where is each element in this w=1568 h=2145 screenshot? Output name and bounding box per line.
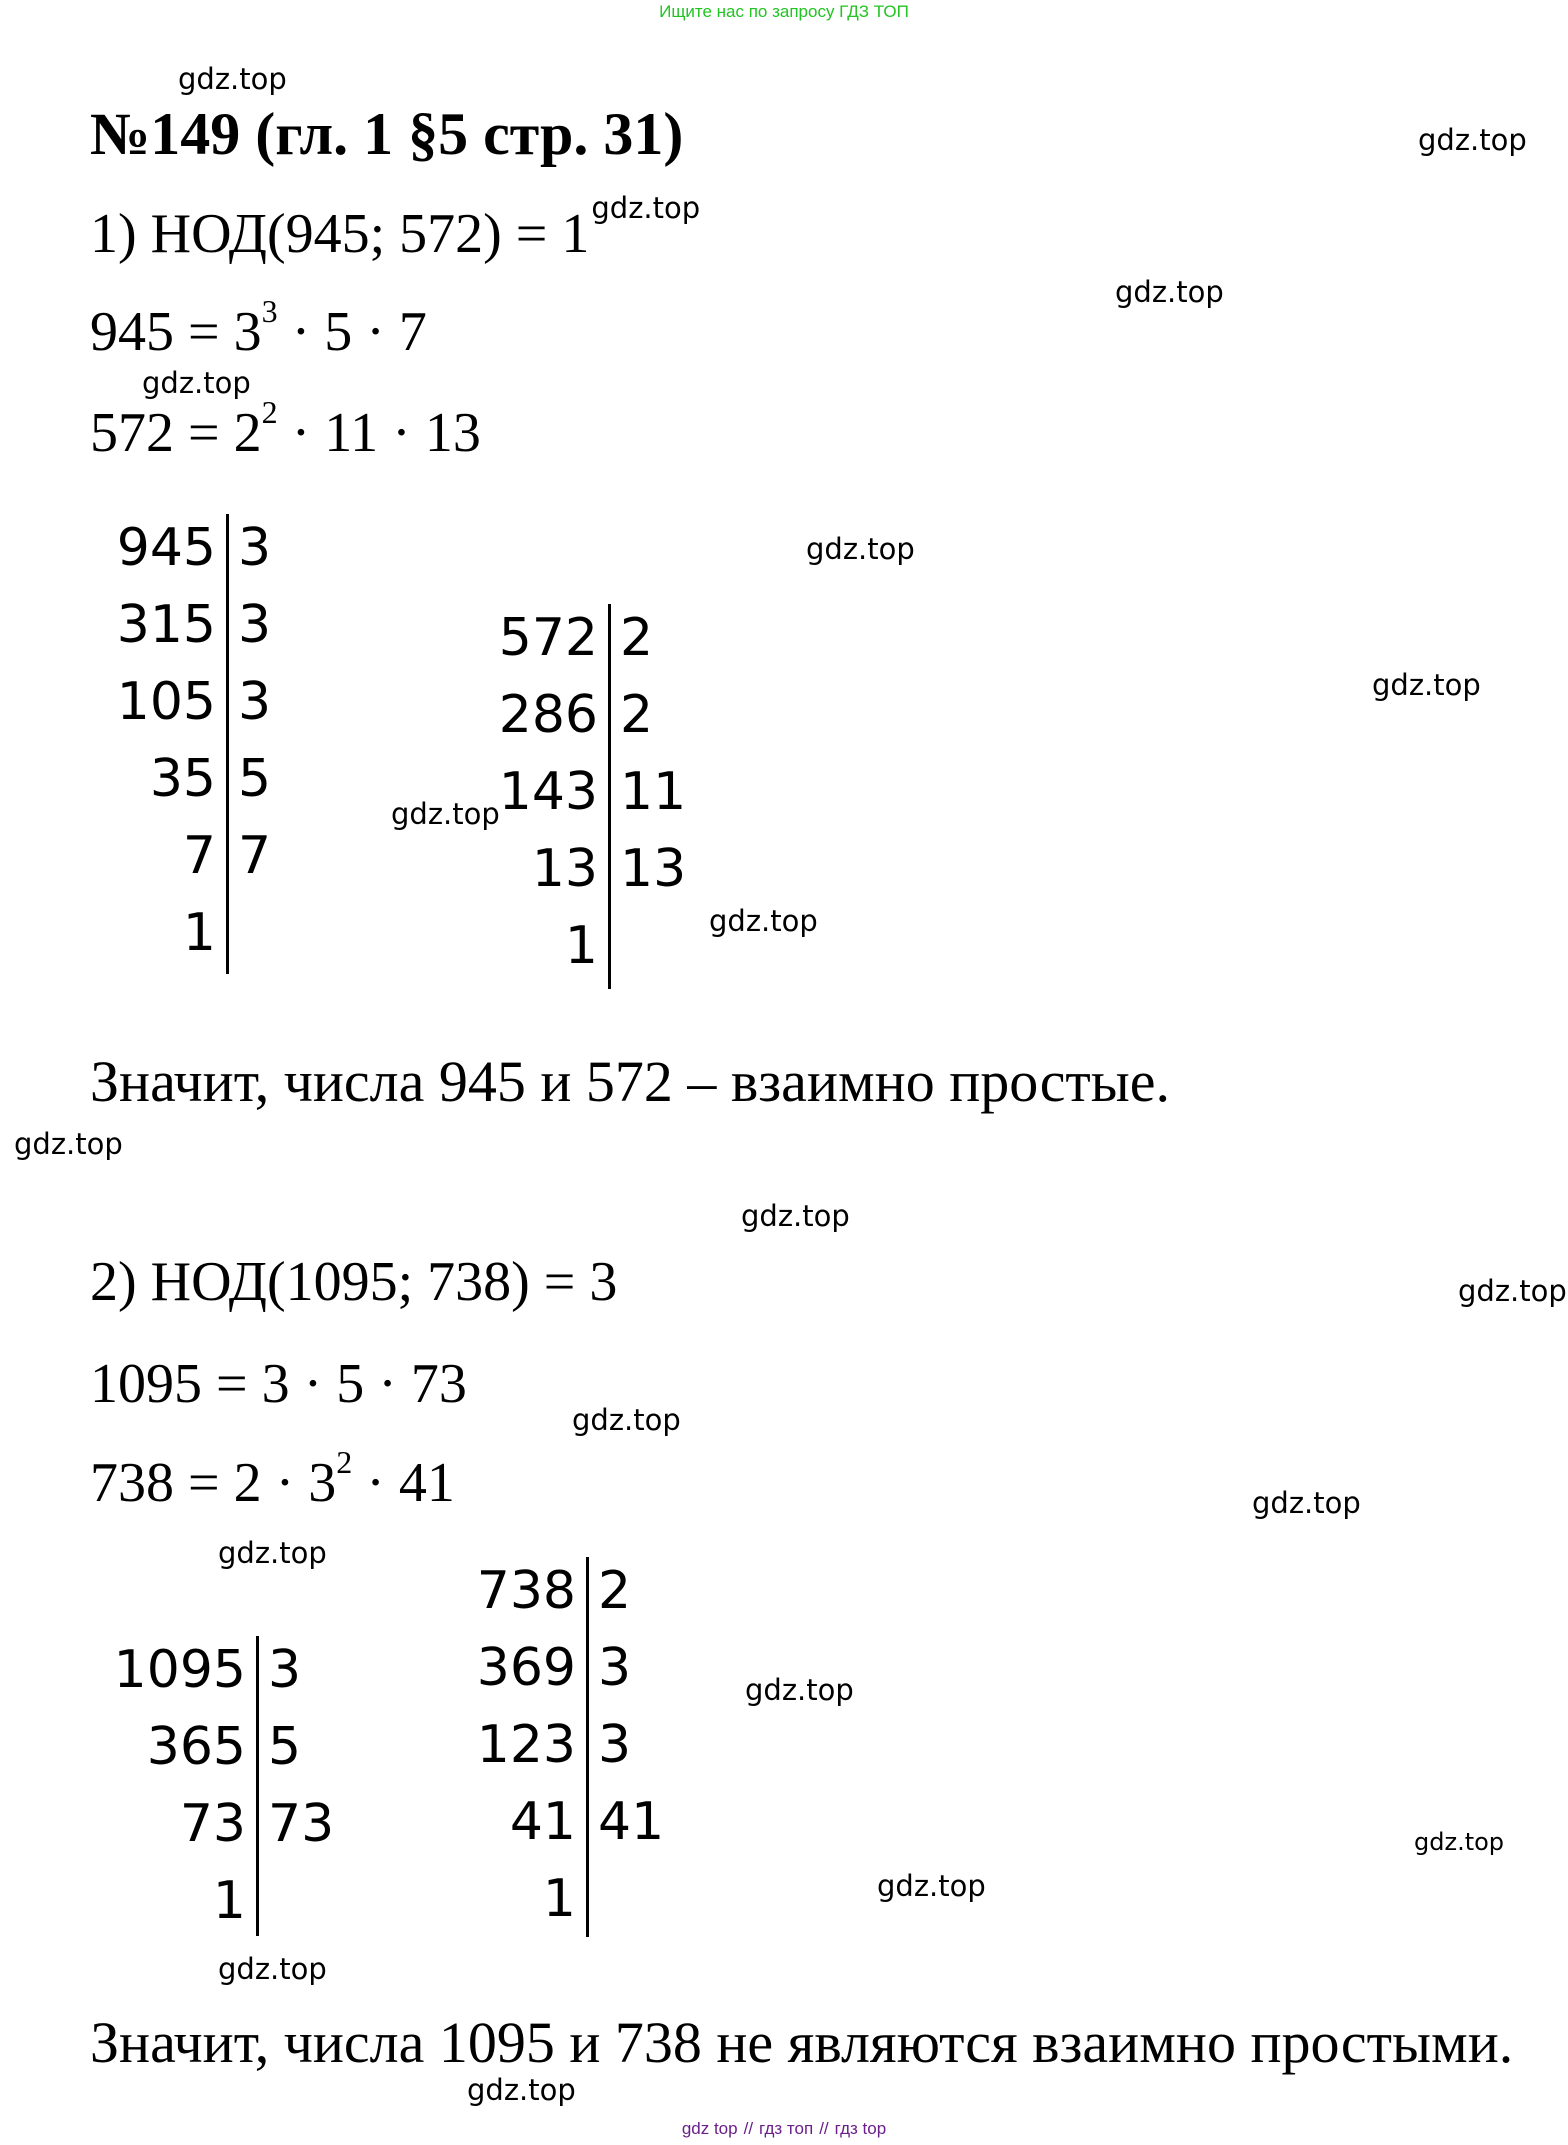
eq-rest: · 41 xyxy=(352,1452,455,1514)
fact-row xyxy=(490,831,686,908)
part2-conclusion: Значит, числа 1095 и 738 не являются взаимно простыми. xyxy=(90,2010,1514,2075)
watermark: gdz.top xyxy=(591,191,701,225)
fact-number: 572 xyxy=(498,608,598,668)
fact-row xyxy=(110,1863,334,1940)
fact-divisor: 3 xyxy=(598,1638,632,1698)
fact-divisor: 3 xyxy=(238,518,272,578)
fact-number: 1 xyxy=(182,903,216,963)
fact-row xyxy=(470,1861,664,1938)
division-line xyxy=(226,514,229,974)
watermark: gdz.top xyxy=(218,1952,327,1986)
fact-number: 945 xyxy=(116,518,216,578)
fact-number: 105 xyxy=(116,672,216,732)
fact-number: 143 xyxy=(498,762,598,822)
part1-equation-572 xyxy=(90,394,481,464)
division-line xyxy=(608,604,611,989)
watermark: gdz.top xyxy=(806,532,915,566)
fact-number: 1 xyxy=(212,1871,246,1931)
fact-number: 286 xyxy=(498,685,598,745)
fact-number: 315 xyxy=(116,595,216,655)
division-line xyxy=(586,1557,589,1937)
watermark: gdz.top xyxy=(1418,123,1527,157)
fact-divisor: 73 xyxy=(268,1794,335,1854)
fact-divisor: 11 xyxy=(620,762,687,822)
part2-equation-1095: 1095 = 3 · 5 · 73 xyxy=(90,1353,467,1415)
watermark: gdz.top xyxy=(1414,1828,1505,1856)
fact-row xyxy=(490,908,686,985)
watermark: gdz.top xyxy=(572,1403,681,1437)
footer-link[interactable]: гдз top xyxy=(834,2119,887,2138)
fact-row xyxy=(490,677,686,754)
fact-number: 365 xyxy=(146,1717,246,1777)
fact-divisor: 13 xyxy=(620,839,687,899)
fact-row xyxy=(490,754,686,831)
fact-row xyxy=(110,1632,334,1709)
fact-row xyxy=(110,1786,334,1863)
fact-number: 1 xyxy=(542,1869,576,1929)
division-line xyxy=(256,1636,259,1936)
watermark: gdz.top xyxy=(391,797,500,831)
fact-number: 41 xyxy=(509,1792,576,1852)
footer-links xyxy=(0,2119,1568,2139)
factorization-1095 xyxy=(110,1632,334,1940)
fact-row xyxy=(110,664,271,741)
fact-row xyxy=(470,1784,664,1861)
part1-equation-945 xyxy=(90,293,427,363)
fact-divisor: 5 xyxy=(268,1717,302,1777)
fact-divisor: 3 xyxy=(238,672,272,732)
page-title: №149 (гл. 1 §5 стр. 31) xyxy=(90,101,684,167)
eq-base: 945 = 3 xyxy=(90,301,262,363)
fact-divisor: 3 xyxy=(598,1715,632,1775)
fact-number: 7 xyxy=(182,826,216,886)
part1-conclusion: Значит, числа 945 и 572 – взаимно простые. xyxy=(90,1049,1170,1114)
fact-divisor: 3 xyxy=(238,595,272,655)
fact-number: 13 xyxy=(531,839,598,899)
fact-row xyxy=(110,741,271,818)
footer-separator: // xyxy=(819,2119,829,2138)
watermark: gdz.top xyxy=(709,904,818,938)
eq-exponent: 2 xyxy=(336,1444,353,1481)
fact-divisor: 7 xyxy=(238,826,272,886)
eq-base: 572 = 2 xyxy=(90,402,262,464)
fact-divisor: 2 xyxy=(620,685,654,745)
watermark: gdz.top xyxy=(178,62,287,96)
fact-number: 1095 xyxy=(113,1640,246,1700)
factorization-945 xyxy=(110,510,271,972)
fact-row xyxy=(110,510,271,587)
fact-number: 35 xyxy=(149,749,216,809)
watermark: gdz.top xyxy=(14,1127,123,1161)
eq-base: 738 = 2 · 3 xyxy=(90,1452,337,1514)
part1-heading xyxy=(90,191,701,265)
fact-row xyxy=(470,1707,664,1784)
search-hint-link[interactable]: Ищите нас по запросу ГДЗ ТОП xyxy=(659,2,909,21)
part2-heading: 2) НОД(1095; 738) = 3 xyxy=(90,1251,618,1313)
eq-exponent: 3 xyxy=(261,293,278,330)
watermark: gdz.top xyxy=(1115,275,1224,309)
eq-rest: · 11 · 13 xyxy=(277,402,481,464)
part1-heading-text: 1) НОД(945; 572) = 1 xyxy=(90,203,590,265)
fact-number: 369 xyxy=(476,1638,576,1698)
factorization-572 xyxy=(490,600,686,985)
fact-row xyxy=(470,1630,664,1707)
watermark: gdz.top xyxy=(741,1199,850,1233)
watermark: gdz.top xyxy=(877,1869,986,1903)
fact-number: 73 xyxy=(179,1794,246,1854)
watermark: gdz.top xyxy=(1372,668,1481,702)
eq-rest: · 5 · 7 xyxy=(277,301,427,363)
eq-exponent: 2 xyxy=(261,394,278,431)
fact-row xyxy=(110,1709,334,1786)
fact-row xyxy=(110,895,271,972)
fact-divisor: 41 xyxy=(598,1792,665,1852)
footer-link[interactable]: гдз топ xyxy=(759,2119,814,2138)
fact-row xyxy=(490,600,686,677)
fact-divisor: 3 xyxy=(268,1640,302,1700)
watermark: gdz.top xyxy=(1458,1274,1567,1308)
factorization-738 xyxy=(470,1553,664,1938)
part2-equation-738 xyxy=(90,1444,455,1514)
fact-divisor: 2 xyxy=(620,608,654,668)
watermark: gdz.top xyxy=(218,1536,327,1570)
fact-number: 738 xyxy=(476,1561,576,1621)
fact-row xyxy=(110,818,271,895)
fact-number: 123 xyxy=(476,1715,576,1775)
footer-separator: // xyxy=(743,2119,754,2138)
watermark: gdz.top xyxy=(745,1673,854,1707)
watermark: gdz.top xyxy=(1252,1486,1361,1520)
footer-link[interactable]: gdz top xyxy=(681,2119,738,2138)
fact-row xyxy=(470,1553,664,1630)
fact-divisor: 2 xyxy=(598,1561,632,1621)
fact-row xyxy=(110,587,271,664)
watermark: gdz.top xyxy=(467,2073,576,2107)
fact-number: 1 xyxy=(564,916,598,976)
fact-divisor: 5 xyxy=(238,749,272,809)
watermark: gdz.top xyxy=(142,366,251,400)
